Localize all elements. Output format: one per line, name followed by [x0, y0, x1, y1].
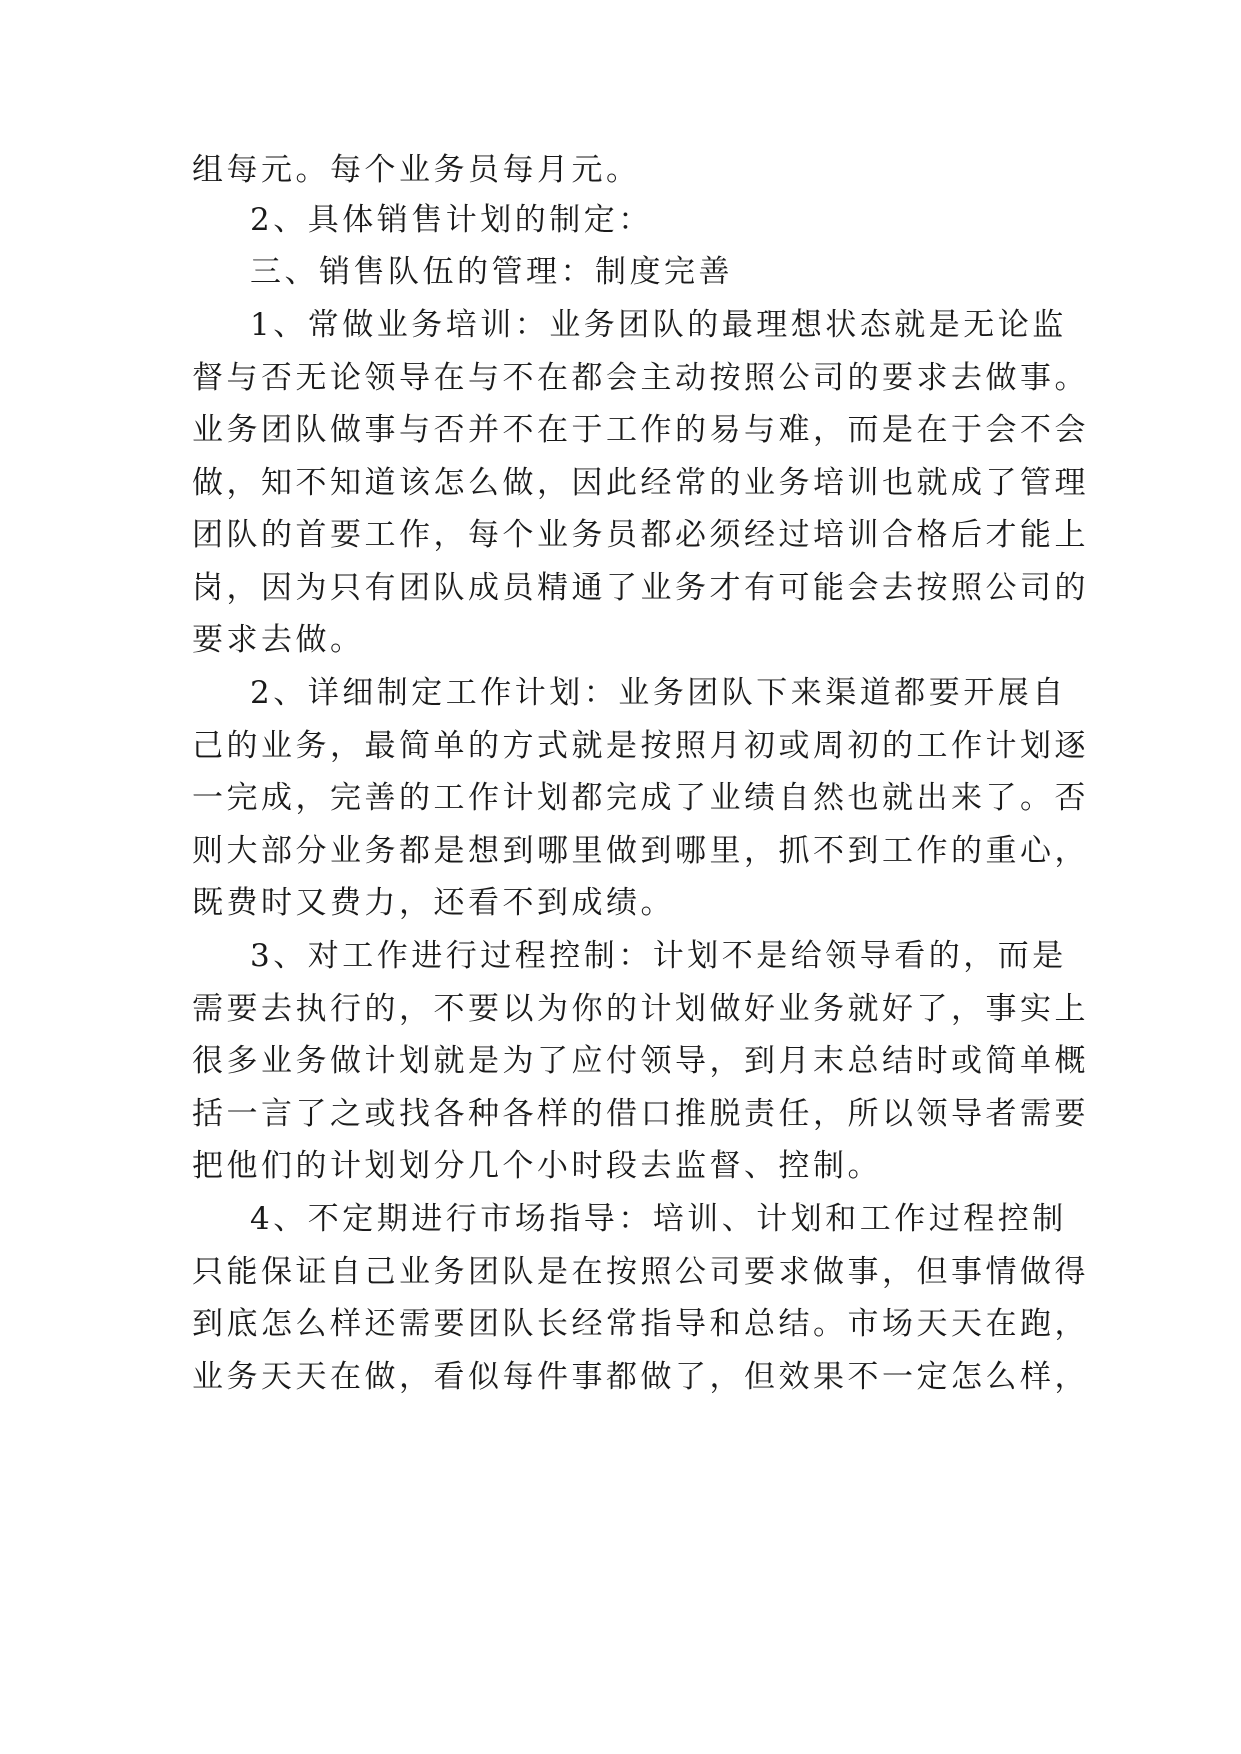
text-line: 岗，因为只有团队成员精通了业务才有可能会去按照公司的 [192, 570, 1089, 606]
text-line: 到底怎么样还需要团队长经常指导和总结。市场天天在跑， [192, 1306, 1089, 1342]
text-line: 4、不定期进行市场指导：培训、计划和工作过程控制 [250, 1201, 1067, 1237]
text-line: 把他们的计划划分几个小时段去监督、控制。 [192, 1148, 882, 1184]
text-line: 一完成，完善的工作计划都完成了业绩自然也就出来了。否 [192, 780, 1089, 816]
text-line: 括一言了之或找各种各样的借口推脱责任，所以领导者需要 [192, 1096, 1089, 1132]
text-line: 则大部分业务都是想到哪里做到哪里，抓不到工作的重心， [192, 833, 1089, 869]
text-line: 2、具体销售计划的制定： [250, 202, 653, 238]
text-line: 督与否无论领导在与不在都会主动按照公司的要求去做事。 [192, 360, 1089, 396]
text-line: 组每元。每个业务员每月元。 [192, 152, 641, 188]
text-line: 业务天天在做，看似每件事都做了，但效果不一定怎么样， [192, 1359, 1089, 1395]
section-heading: 三、销售队伍的管理：制度完善 [250, 254, 733, 290]
text-line: 2、详细制定工作计划：业务团队下来渠道都要开展自 [250, 675, 1067, 711]
text-line: 既费时又费力，还看不到成绩。 [192, 885, 675, 921]
text-line: 3、对工作进行过程控制：计划不是给领导看的，而是 [250, 938, 1067, 974]
text-line: 业务团队做事与否并不在于工作的易与难，而是在于会不会 [192, 412, 1089, 448]
text-line: 只能保证自己业务团队是在按照公司要求做事，但事情做得 [192, 1254, 1089, 1290]
text-line: 1、常做业务培训：业务团队的最理想状态就是无论监 [250, 307, 1067, 343]
text-line: 很多业务做计划就是为了应付领导，到月末总结时或简单概 [192, 1043, 1089, 1079]
text-line: 做，知不知道该怎么做，因此经常的业务培训也就成了管理 [192, 465, 1089, 501]
text-line: 需要去执行的，不要以为你的计划做好业务就好了，事实上 [192, 991, 1089, 1027]
text-line: 团队的首要工作，每个业务员都必须经过培训合格后才能上 [192, 517, 1089, 553]
text-line: 要求去做。 [192, 622, 365, 658]
text-line: 己的业务，最简单的方式就是按照月初或周初的工作计划逐 [192, 728, 1089, 764]
